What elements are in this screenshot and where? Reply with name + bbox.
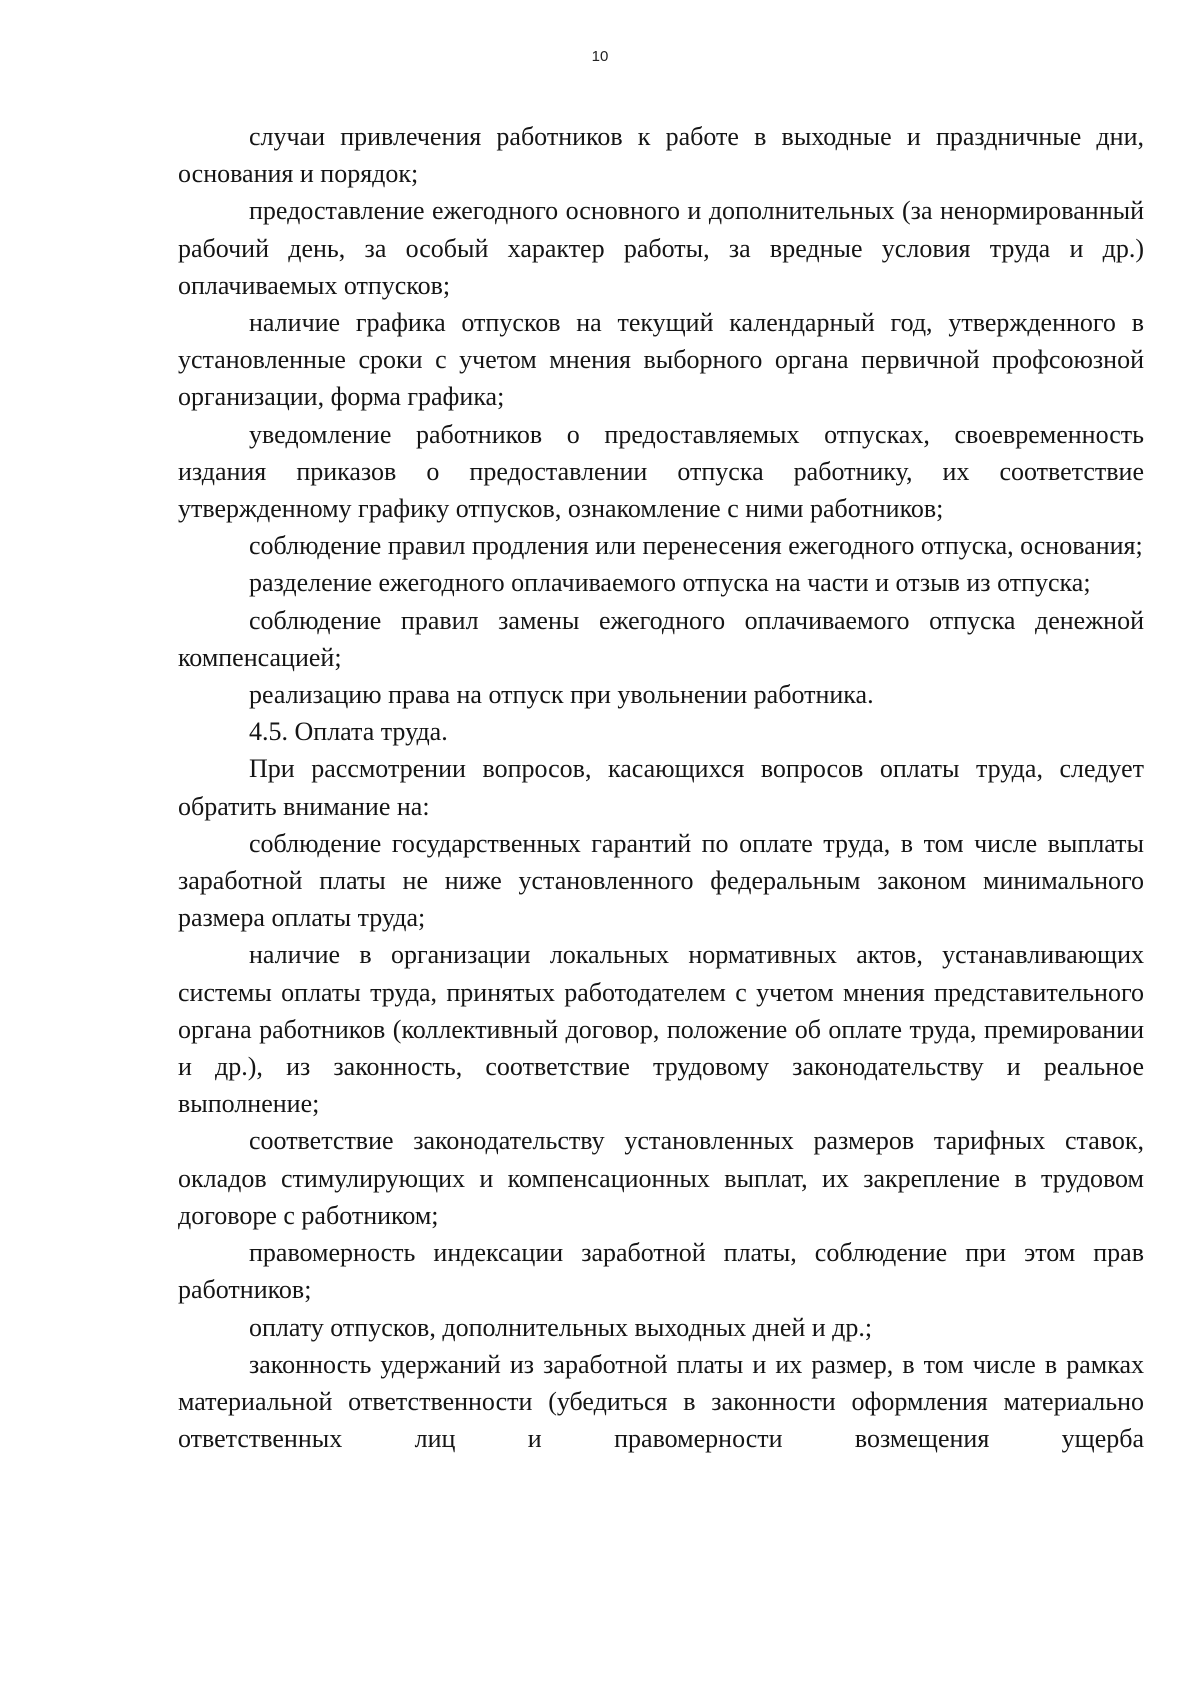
paragraph: соблюдение государственных гарантий по оплате труда, в том числе выплаты заработной платы не ниже установленного федеральным законом минимального размера оплаты труда; <box>178 828 1144 933</box>
paragraph: случаи привлечения работников к работе в выходные и праздничные дни, основания и порядок; <box>178 122 1144 189</box>
paragraph: соответствие законодательству установленных размеров тарифных ставок, окладов стимулирующих и компенсационных выплат, их закрепление в трудовом договоре с работником; <box>178 1126 1144 1230</box>
paragraph: оплату отпусков, дополнительных выходных дней и др.; <box>249 1312 873 1342</box>
paragraph: наличие графика отпусков на текущий календарный год, утвержденного в установленные сроки с учетом мнения выборного органа первичной профсоюзной организации, форма графика; <box>178 308 1144 412</box>
paragraph: реализацию права на отпуск при увольнении работника. <box>249 680 874 710</box>
paragraph: При рассмотрении вопросов, касающихся вопросов оплаты труда, следует обратить внимание на: <box>178 754 1144 821</box>
paragraph: наличие в организации локальных нормативных актов, устанавливающих системы оплаты труда, принятых работодателем с учетом мнения представительного органа работников (коллективный договор, положение об оплате труда, премировании и др.), из законность, соответствие трудовому законодательству и реальное выполнение; <box>178 940 1144 1119</box>
paragraph: соблюдение правил продления или перенесения ежегодного отпуска, основания; <box>249 531 1143 561</box>
paragraph: предоставление ежегодного основного и дополнительных (за ненормированный рабочий день, за особый характер работы, за вредные условия труда и др.) оплачиваемых отпусков; <box>178 196 1144 300</box>
section-heading: 4.5. Оплата труда. <box>249 717 448 747</box>
paragraph: уведомление работников о предоставляемых отпусках, своевременность издания приказов о предоставлении отпуска работнику, их соответствие утвержденному графику отпусков, ознакомление с ними работников; <box>178 419 1144 524</box>
page-number: 10 <box>591 48 609 65</box>
paragraph: разделение ежегодного оплачиваемого отпуска на части и отзыв из отпуска; <box>249 568 1091 598</box>
paragraph: соблюдение правил замены ежегодного оплачиваемого отпуска денежной компенсацией; <box>178 605 1144 672</box>
document-body <box>178 118 1144 1457</box>
paragraph: законность удержаний из заработной платы и их размер, в том числе в рамках материальной ответственности (убедиться в законности оформления материально ответственных лиц и правомерности возмещения ущерба <box>178 1349 1144 1454</box>
paragraph: правомерность индексации заработной платы, соблюдение при этом прав работников; <box>178 1238 1144 1305</box>
